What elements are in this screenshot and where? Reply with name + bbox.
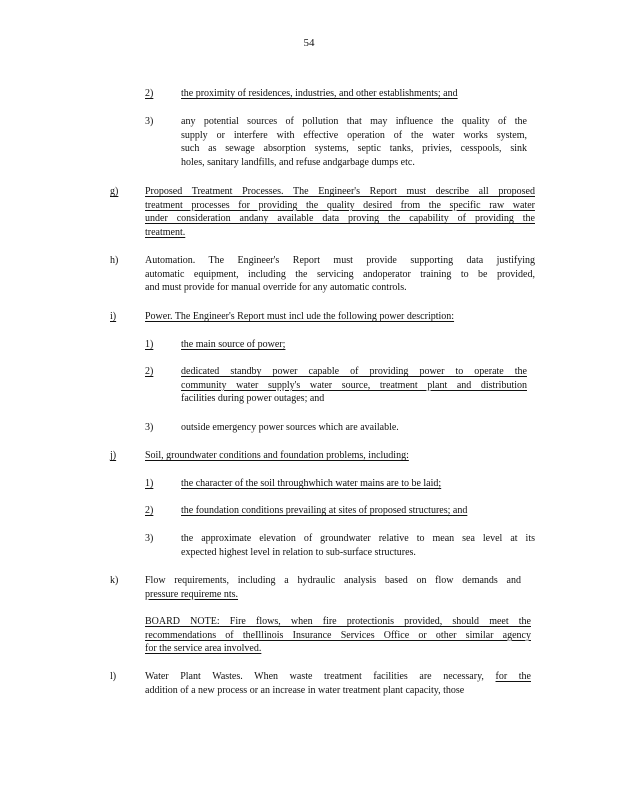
text-line: treatment processes for providing the quality desired from the specific raw water xyxy=(145,199,535,211)
text-line: such as sewage absorption systems, septic tanks, privies, cesspools, sink xyxy=(181,143,527,155)
item-label: 2) xyxy=(145,505,154,516)
text-line: supply or interfere with effective operation of the water works system, xyxy=(181,129,527,141)
item-label: 3) xyxy=(145,533,154,544)
item-label: h) xyxy=(110,255,119,266)
text-line: Automation. The Engineer's Report must provide supporting data justifying xyxy=(145,255,535,266)
item-label: g) xyxy=(110,186,119,197)
text-line: the character of the soil throughwhich water mains are to be laid; xyxy=(181,478,442,489)
text-line: the approximate elevation of groundwater relative to mean sea level at its xyxy=(181,533,535,544)
text-line: under consideration andany available data proving the capability of providing the xyxy=(145,213,535,225)
text-line: Proposed Treatment Processes. The Engineer's Report must describe all proposed xyxy=(145,186,535,197)
item-text xyxy=(181,504,522,518)
item-text xyxy=(181,115,527,169)
item-text xyxy=(145,185,535,239)
item-label: i) xyxy=(110,311,117,322)
item-label: 1) xyxy=(145,478,154,489)
item-label: l) xyxy=(110,671,117,682)
text-line: Power. The Engineer's Report must incl ude the following power description: xyxy=(145,311,455,322)
text-line: community water supply's water source, treatment plant and distribution xyxy=(181,379,527,391)
item-text xyxy=(145,254,535,295)
text-line: the proximity of residences, industries, and other establishments; and xyxy=(181,88,458,99)
text-line: pressure requireme nts. xyxy=(145,588,239,600)
text-line: expected highest level in relation to sub-surface structures. xyxy=(181,546,416,558)
item-label: 1) xyxy=(145,339,154,350)
text-line: the main source of power; xyxy=(181,339,286,350)
text-line: and must provide for manual override for any automatic controls. xyxy=(145,282,407,294)
text-line: addition of a new process or an increase in water treatment plant capacity, those xyxy=(145,684,465,696)
item-text xyxy=(181,365,527,406)
text-line: outside emergency power sources which are available. xyxy=(181,422,399,433)
item-label: j) xyxy=(110,450,117,461)
text-line: Water Plant Wastes. When waste treatment facilities are necessary, for the xyxy=(145,671,531,682)
text-line: holes, sanitary landfills, and refuse andgarbage dumps etc. xyxy=(181,156,415,168)
text-line: the foundation conditions prevailing at sites of proposed structures; and xyxy=(181,505,468,516)
text-line: Flow requirements, including a hydraulic analysis based on flow demands and xyxy=(145,575,521,586)
item-text xyxy=(181,338,305,352)
text-line: BOARD NOTE: Fire flows, when fire protectionis provided, should meet the xyxy=(145,616,531,627)
text-line: recommendations of theIllinois Insurance Services Office or other similar agency xyxy=(145,629,531,641)
item-label: k) xyxy=(110,575,119,586)
item-text xyxy=(181,532,535,559)
item-text xyxy=(145,670,531,697)
item-text xyxy=(145,449,463,463)
item-label: 2) xyxy=(145,366,154,377)
text-line: for the service area involved. xyxy=(145,643,262,655)
item-text xyxy=(181,87,514,101)
text-line: Soil, groundwater conditions and foundation problems, including: xyxy=(145,450,409,461)
item-text xyxy=(145,310,521,324)
item-text xyxy=(145,615,531,656)
text-line: dedicated standby power capable of providing power to operate the xyxy=(181,366,527,377)
text-line: automatic equipment, including the servicing andoperator training to be provided, xyxy=(145,268,535,280)
item-text xyxy=(181,477,493,491)
item-label: 2) xyxy=(145,88,154,99)
item-label: 3) xyxy=(145,422,154,433)
text-line: any potential sources of pollution that may influence the quality of the xyxy=(181,116,527,127)
item-text xyxy=(145,574,521,601)
item-text xyxy=(181,421,437,435)
text-line: treatment. xyxy=(145,226,186,238)
text-line: facilities during power outages; and xyxy=(181,393,325,405)
page-number: 54 xyxy=(303,37,315,49)
item-label: 3) xyxy=(145,116,154,127)
